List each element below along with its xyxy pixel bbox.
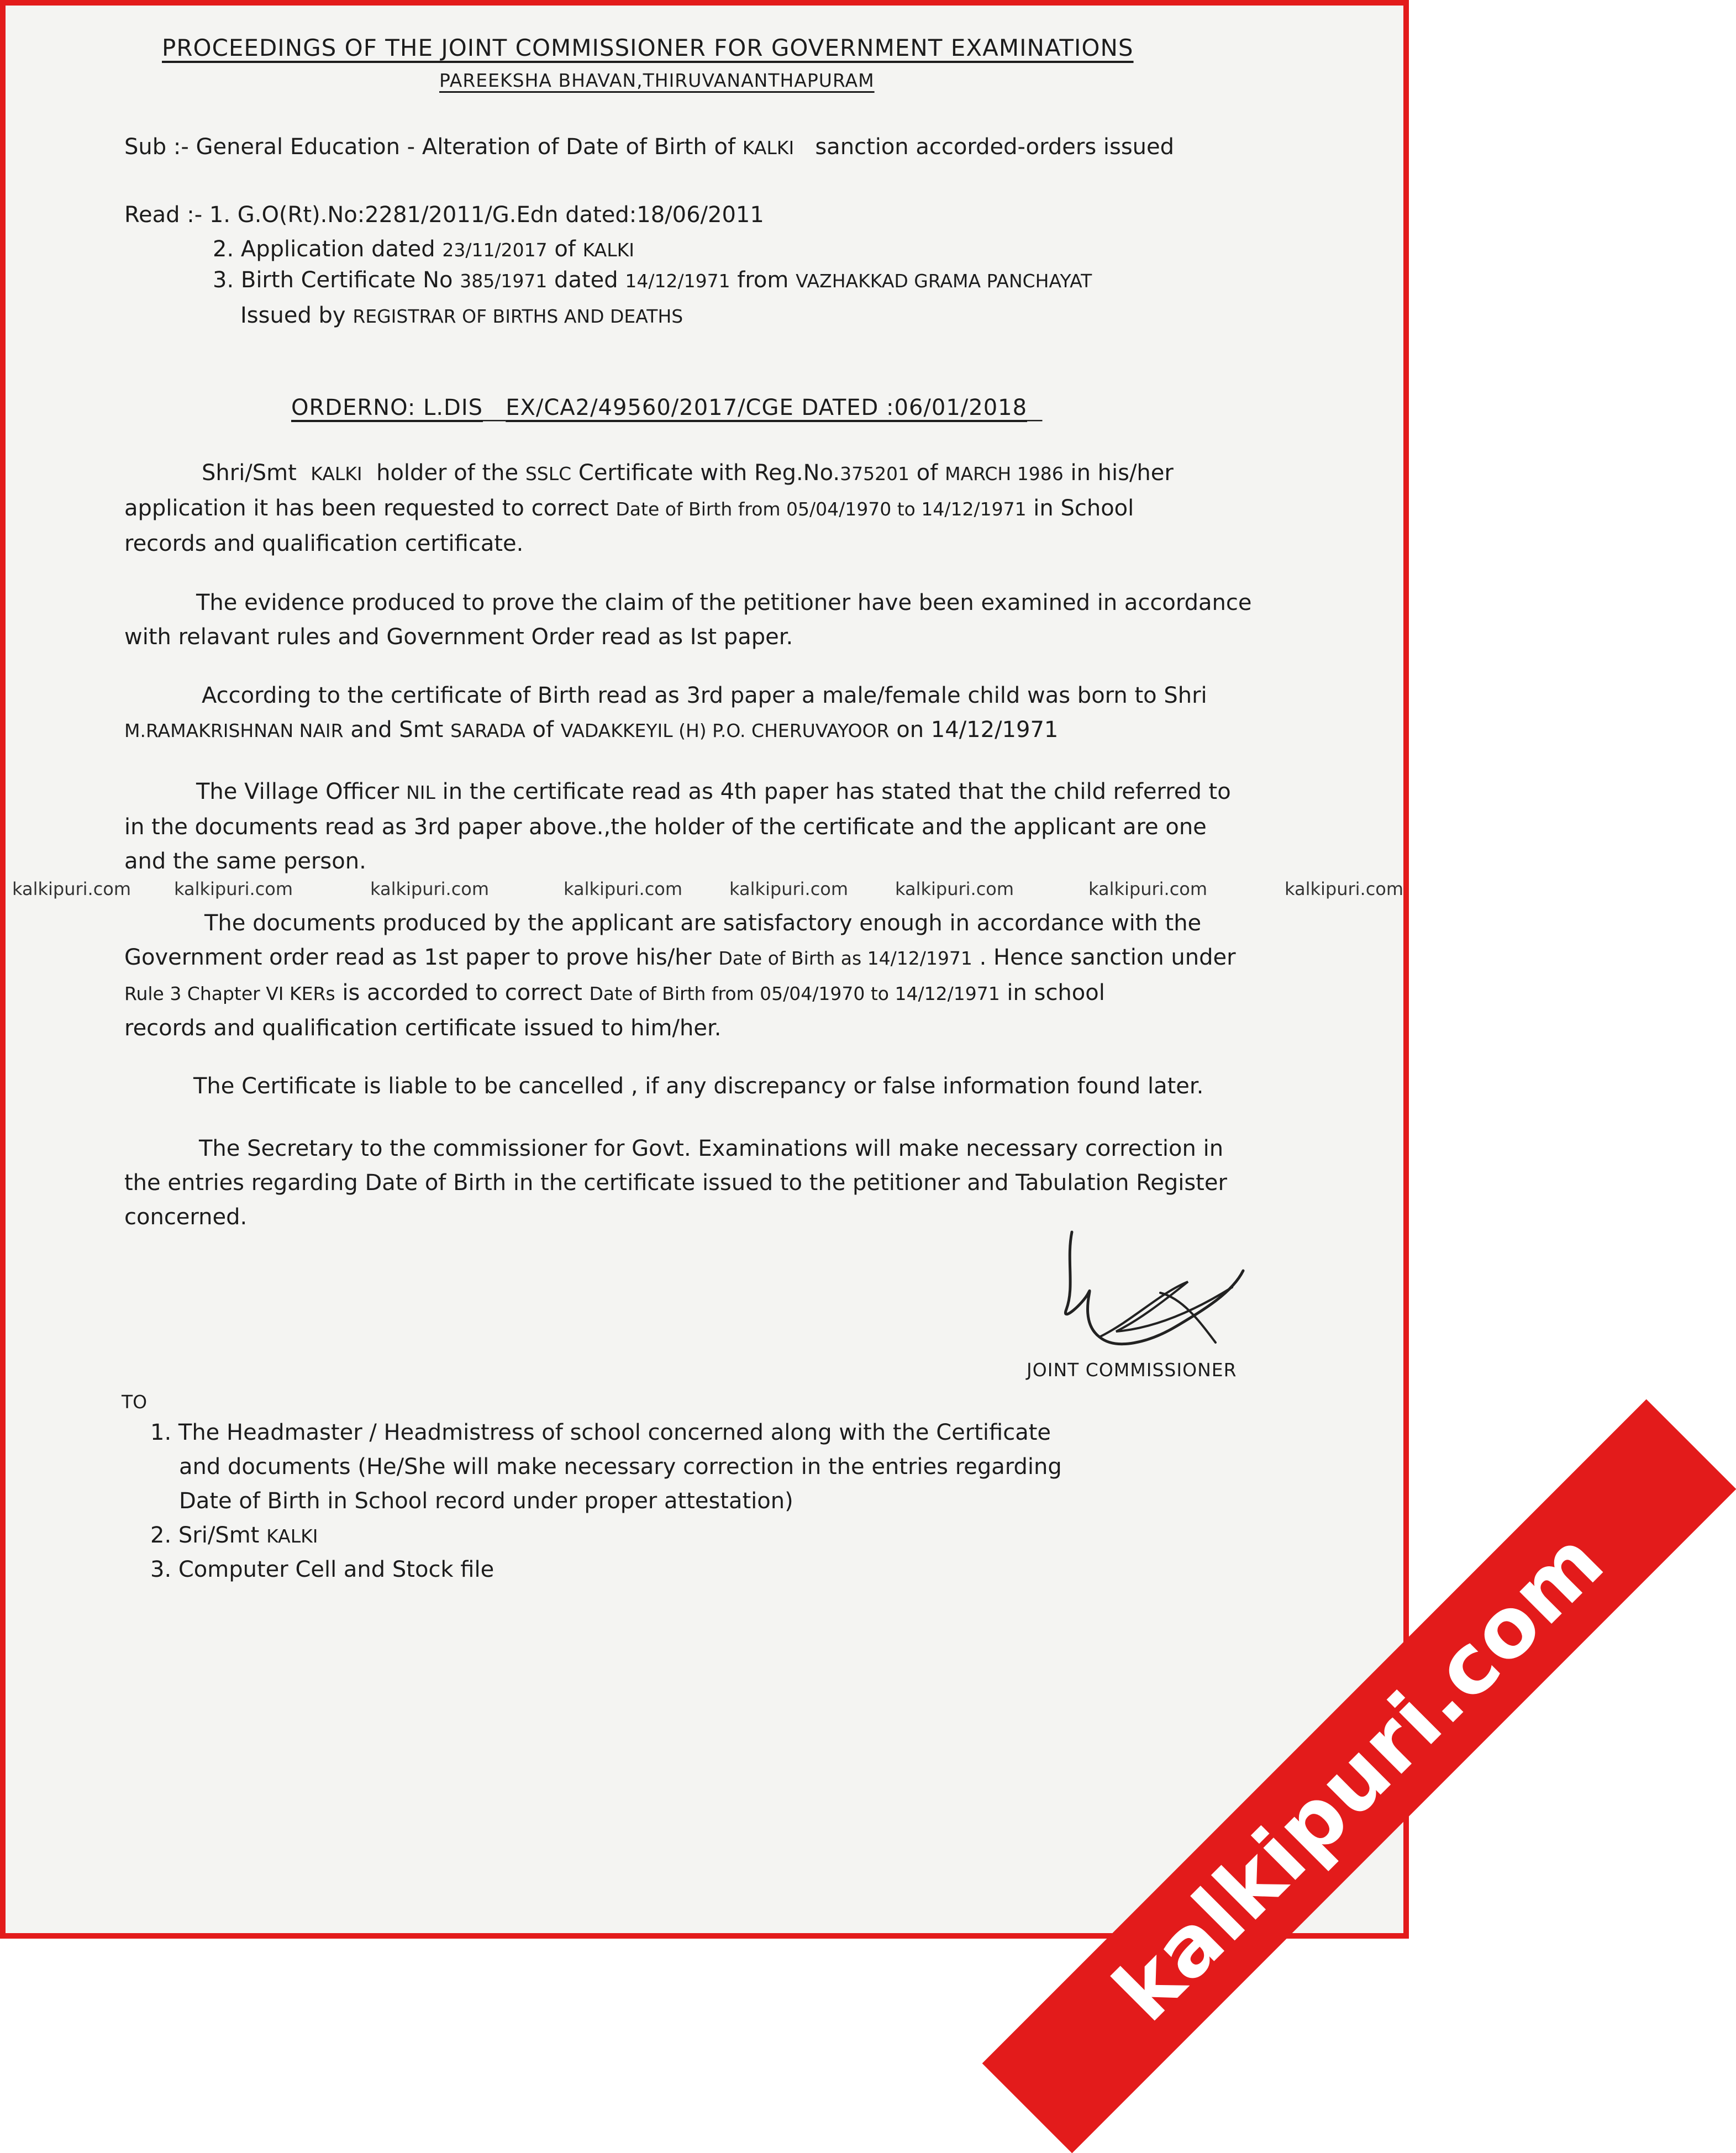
p1-line2-dob: Date of Birth from 05/04/1970 to 14/12/1971 — [616, 498, 1027, 520]
read-item-2-of: of — [554, 236, 576, 262]
watermark-text-8: kalkipuri.com — [1285, 878, 1404, 899]
read-item-3-from: from — [737, 267, 789, 293]
watermark-text-6: kalkipuri.com — [895, 878, 1014, 899]
recipients-to-label: TO — [122, 1391, 148, 1413]
p4-text-a: The Village Officer — [196, 779, 399, 804]
p1-sslc: SSLC — [525, 463, 572, 485]
p1-text-a: Shri/Smt — [202, 460, 297, 486]
paragraph-4-line-2: in the documents read as 3rd paper above.,the holder of the certificate and the applicant are one — [124, 814, 1207, 840]
order-number-value: EX/CA2/49560/2017/CGE DATED :06/01/2018 — [506, 395, 1028, 420]
subject-suffix: sanction accorded-orders issued — [815, 134, 1175, 160]
paragraph-1-line-1 — [124, 456, 1296, 491]
paragraph-5 — [124, 906, 1296, 1045]
p5-line2-dob: Date of Birth as 14/12/1971 — [718, 947, 972, 969]
paragraph-5-line-1: The documents produced by the applicant are satisfactory enough in accordance with the — [204, 910, 1202, 936]
read-item-3-place: VAZHAKKAD GRAMA PANCHAYAT — [796, 270, 1092, 292]
p1-text-e: in his/her — [1070, 460, 1174, 486]
p1-text-c: Certificate with Reg.No. — [578, 460, 840, 486]
paragraph-2-line-2: with relavant rules and Government Order read as Ist paper. — [124, 624, 793, 650]
p5-line3-b: is accorded to correct — [342, 980, 582, 1006]
read-item-2-name: KALKI — [582, 239, 635, 261]
paragraph-2-line-1: The evidence produced to prove the claim of the petitioner have been examined in accordance — [196, 590, 1252, 615]
paragraph-5-line-4: records and qualification certificate issued to him/her. — [124, 1015, 722, 1041]
p5-line2-c: . Hence sanction under — [979, 945, 1236, 970]
p3-address: VADAKKEYIL (H) P.O. CHERUVAYOOR — [560, 720, 890, 741]
p4-nil: NIL — [406, 782, 435, 803]
paragraph-4 — [124, 775, 1296, 878]
p3-date: on 14/12/1971 — [896, 717, 1059, 743]
read-label: Read :- — [124, 202, 203, 228]
paragraph-7-line-1: The Secretary to the commissioner for Govt. Examinations will make necessary correction in — [199, 1136, 1224, 1161]
p5-line2-a: Government order read as 1st paper to prove his/her — [124, 945, 712, 970]
watermark-text-1: kalkipuri.com — [12, 878, 131, 899]
read-item-2 — [213, 232, 634, 267]
paragraph-5-line-2 — [124, 940, 1296, 976]
p3-of: of — [532, 717, 554, 743]
paragraph-1 — [124, 456, 1296, 561]
p1-name: KALKI — [311, 463, 362, 485]
paragraph-7-line-3: concerned. — [124, 1204, 248, 1230]
watermark-banner — [982, 1399, 1736, 2153]
p5-rule: Rule 3 Chapter VI KERs — [124, 983, 335, 1004]
recipient-1-line-1: 1. The Headmaster / Headmistress of school concerned along with the Certificate — [150, 1420, 1051, 1445]
read-item-1-text: 1. G.O(Rt).No:2281/2011/G.Edn dated:18/06/2011 — [209, 202, 764, 228]
paragraph-3-line-1: According to the certificate of Birth read as 3rd paper a male/female child was born to Shri — [202, 683, 1207, 708]
subject-prefix: Sub :- General Education - Alteration of Date of Birth of — [124, 134, 736, 160]
p1-reg-no: 375201 — [840, 463, 910, 485]
paragraph-7 — [124, 1131, 1296, 1234]
subject-line — [124, 130, 1174, 165]
p3-and: and Smt — [350, 717, 444, 743]
watermark-text-4: kalkipuri.com — [564, 878, 683, 899]
paragraph-1-line-3: records and qualification certificate. — [124, 531, 524, 556]
order-number — [291, 395, 1043, 420]
p1-line2-a: application it has been requested to correct — [124, 496, 609, 521]
read-item-3-no: 385/1971 — [460, 270, 548, 292]
paragraph-6: The Certificate is liable to be cancelled , if any discrepancy or false information found later. — [193, 1073, 1204, 1099]
p3-father: M.RAMAKRISHNAN NAIR — [124, 720, 344, 741]
p4-text-b: in the certificate read as 4th paper has stated that the child referred to — [442, 779, 1231, 804]
read-item-3-registrar: REGISTRAR OF BIRTHS AND DEATHS — [353, 306, 683, 327]
read-item-3-date: 14/12/1971 — [625, 270, 730, 292]
watermark-banner-text: kalkipuri.com — [1096, 1513, 1623, 2040]
subject-name: KALKI — [742, 137, 795, 159]
paragraph-3-line-2 — [124, 713, 1296, 748]
read-item-1 — [124, 198, 764, 232]
recipient-2-name: KALKI — [266, 1525, 318, 1547]
recipient-1-line-2: and documents (He/She will make necessary correction in the entries regarding — [179, 1454, 1062, 1480]
order-label: ORDERNO: L.DIS — [291, 395, 483, 420]
p1-text-d: of — [916, 460, 938, 486]
read-item-2-prefix: 2. Application dated — [213, 236, 435, 262]
read-item-3-dated: dated — [554, 267, 618, 293]
signatory-title: JOINT COMMISSIONER — [1027, 1359, 1237, 1381]
paragraph-7-line-2: the entries regarding Date of Birth in the certificate issued to the petitioner and Tabulation Register — [124, 1170, 1227, 1196]
watermark-text-7: kalkipuri.com — [1088, 878, 1208, 899]
watermark-text-5: kalkipuri.com — [729, 878, 849, 899]
recipient-1-line-3: Date of Birth in School record under proper attestation) — [179, 1488, 793, 1514]
read-item-3-issued — [240, 298, 683, 334]
paragraph-4-line-1 — [124, 775, 1296, 810]
p3-mother: SARADA — [450, 720, 525, 741]
document-title: PROCEEDINGS OF THE JOINT COMMISSIONER FOR GOVERNMENT EXAMINATIONS — [162, 34, 1134, 61]
paragraph-2 — [124, 586, 1296, 654]
recipient-1 — [150, 1415, 1062, 1518]
recipient-2-prefix: 2. Sri/Smt — [150, 1523, 260, 1548]
p1-month: MARCH 1986 — [945, 463, 1064, 485]
paragraph-4-line-3: and the same person. — [124, 849, 366, 874]
paragraph-3 — [124, 678, 1296, 748]
read-item-3 — [213, 263, 1092, 298]
document-subtitle: PAREEKSHA BHAVAN,THIRUVANANTHAPURAM — [439, 70, 875, 91]
paragraph-1-line-2 — [124, 491, 1296, 527]
p5-line3-dob: Date of Birth from 05/04/1970 to 14/12/1971 — [589, 983, 1000, 1004]
recipient-3: 3. Computer Cell and Stock file — [150, 1557, 495, 1582]
p1-line2-c: in School — [1033, 496, 1134, 521]
p5-line3-d: in school — [1007, 980, 1105, 1006]
read-item-3-issued-label: Issued by — [240, 303, 346, 328]
watermark-text-3: kalkipuri.com — [370, 878, 490, 899]
p1-text-b: holder of the — [376, 460, 519, 486]
watermark-text-2: kalkipuri.com — [174, 878, 293, 899]
recipient-2 — [150, 1518, 318, 1554]
read-item-3-prefix: 3. Birth Certificate No — [213, 267, 453, 293]
paragraph-5-line-3 — [124, 976, 1296, 1011]
signature-mark — [1050, 1226, 1260, 1365]
read-item-2-date: 23/11/2017 — [442, 239, 548, 261]
